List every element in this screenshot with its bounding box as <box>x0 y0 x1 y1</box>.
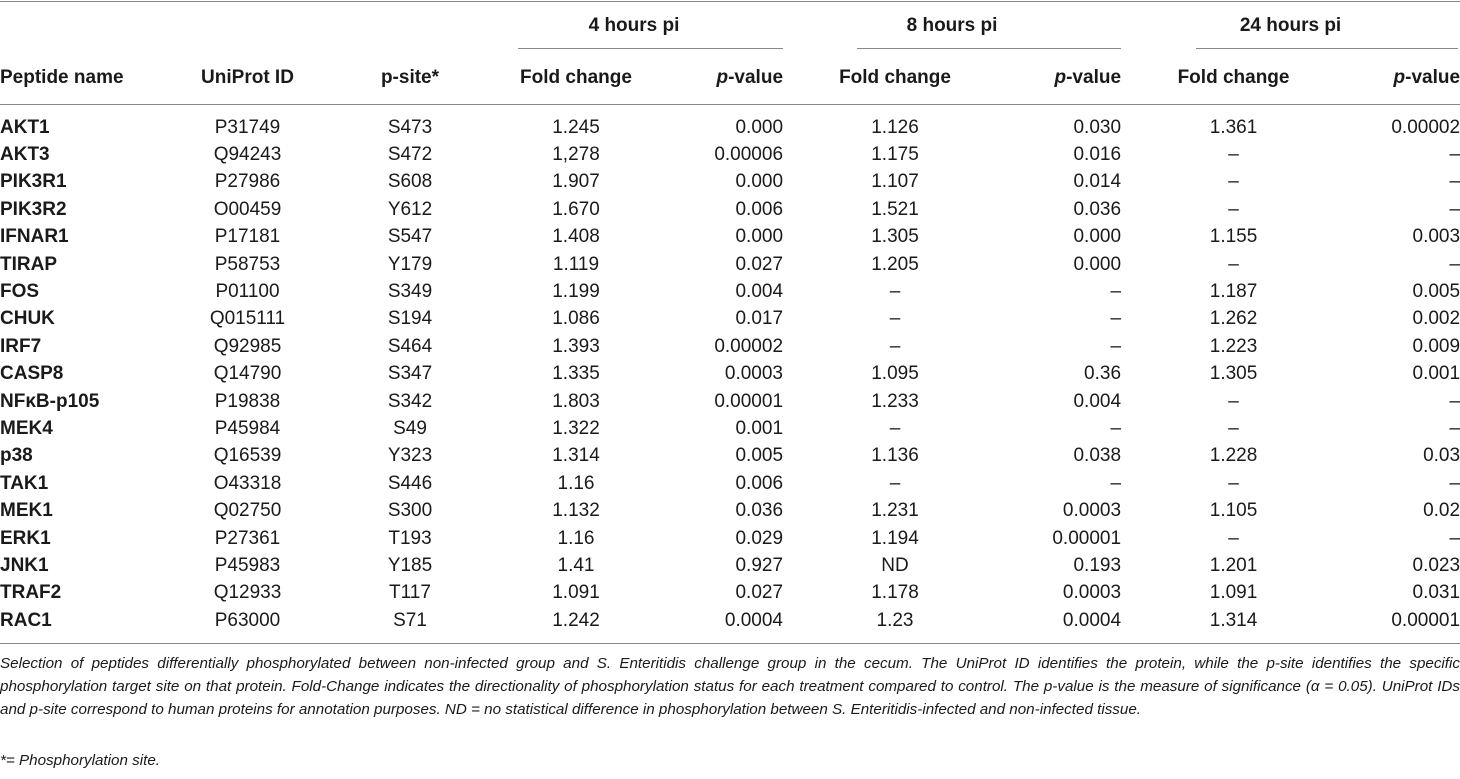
cell-p-value-24h: – <box>1449 171 1460 193</box>
cell-peptide-name: TAK1 <box>0 472 49 494</box>
cell-p-value-4h: 0.017 <box>735 308 784 330</box>
p-value-suffix: -value <box>728 67 784 88</box>
cell-p-site: S349 <box>387 281 433 303</box>
cell-fold-change-8h: – <box>889 335 901 357</box>
cell-fold-change-4h: 1.242 <box>552 609 600 631</box>
cell-p-value-8h: 0.016 <box>1073 144 1122 166</box>
cell-uniprot-id: Q16539 <box>213 445 282 467</box>
cell-p-value-8h: 0.0003 <box>1062 582 1122 604</box>
cell-p-site: Y179 <box>387 253 433 275</box>
cell-fold-change-24h: – <box>1228 253 1239 275</box>
table-row <box>0 361 1460 388</box>
cell-p-site: S608 <box>387 171 433 193</box>
cell-fold-change-8h: – <box>889 417 901 439</box>
cell-p-site: S71 <box>393 609 427 631</box>
cell-peptide-name: RAC1 <box>0 609 52 631</box>
cell-fold-change-24h: – <box>1228 171 1239 193</box>
cell-fold-change-24h: 1.305 <box>1209 363 1258 385</box>
cell-fold-change-24h: 1.201 <box>1209 554 1258 576</box>
table-caption: Selection of peptides differentially phosphorylated between non-infected group and S. Enteritidis challenge group in the cecum. The UniProt ID identifies the protein, while the p-site identifies the specific phosphorylation target site on that protein. Fold-Change indicates the directionality of phosphorylation status for each treatment compared to control. The p-value is the measure of significance (α = 0.05). UniProt IDs and p-site correspond to human proteins for annotation purposes. ND = no statistical difference in phosphorylation between S. Enteritidis-infected and non-infected tissue. <box>0 655 1460 718</box>
cell-p-value-4h: 0.00001 <box>714 390 784 412</box>
cell-peptide-name: TIRAP <box>0 253 57 275</box>
cell-p-site: S347 <box>387 363 433 385</box>
table-row <box>0 104 1460 141</box>
cell-p-value-24h: – <box>1449 472 1460 494</box>
group-header-8h: 8 hours pi <box>906 15 998 36</box>
cell-p-value-24h: – <box>1449 198 1460 220</box>
cell-p-value-24h: 0.005 <box>1412 281 1460 303</box>
col-p-value-8h <box>1007 52 1121 104</box>
cell-p-value-24h: 0.003 <box>1412 226 1460 248</box>
cell-fold-change-8h: 1.231 <box>871 500 919 522</box>
table-row <box>0 278 1460 305</box>
cell-p-value-4h: 0.006 <box>735 472 784 494</box>
p-italic: p <box>1393 67 1406 88</box>
cell-p-value-24h: – <box>1449 253 1460 275</box>
cell-fold-change-4h: 1.132 <box>552 500 600 522</box>
cell-peptide-name: p38 <box>0 445 33 467</box>
cell-uniprot-id: P27986 <box>214 171 281 193</box>
cell-fold-change-4h: 1.322 <box>552 417 600 439</box>
cell-uniprot-id: P17181 <box>214 226 281 248</box>
cell-p-value-8h: 0.030 <box>1073 116 1122 138</box>
p-value-suffix: -value <box>1405 67 1460 88</box>
cell-p-value-4h: 0.000 <box>735 116 784 138</box>
cell-fold-change-24h: – <box>1228 144 1239 166</box>
cell-fold-change-24h: – <box>1228 527 1239 549</box>
cell-p-site: Y612 <box>387 198 433 220</box>
cell-fold-change-8h: 1.136 <box>871 445 919 467</box>
table-row <box>0 525 1460 552</box>
cell-fold-change-24h: 1.155 <box>1209 226 1258 248</box>
cell-fold-change-4h: 1.16 <box>557 527 595 549</box>
cell-peptide-name: CHUK <box>0 308 55 330</box>
p-italic: p <box>1054 67 1067 88</box>
cell-fold-change-8h: – <box>889 281 901 303</box>
cell-p-value-24h: – <box>1449 417 1460 439</box>
group-header-24h: 24 hours pi <box>1239 15 1342 36</box>
col-uniprot-id: UniProt ID <box>201 67 294 88</box>
table-row <box>0 607 1460 634</box>
cell-uniprot-id: Q92985 <box>213 335 282 357</box>
cell-fold-change-4h: 1.091 <box>552 582 600 604</box>
cell-peptide-name: PIK3R2 <box>0 198 67 220</box>
cell-p-value-24h: 0.023 <box>1412 554 1460 576</box>
cell-uniprot-id: P27361 <box>214 527 281 549</box>
cell-fold-change-8h: 1.126 <box>871 116 919 138</box>
cell-p-value-24h: 0.009 <box>1412 335 1460 357</box>
group-header-4h: 4 hours pi <box>588 15 680 36</box>
table-row <box>0 196 1460 223</box>
cell-peptide-name: IFNAR1 <box>0 226 69 248</box>
cell-p-value-8h: 0.004 <box>1073 390 1122 412</box>
cell-uniprot-id: P63000 <box>214 609 281 631</box>
cell-p-value-8h: 0.038 <box>1073 445 1122 467</box>
cell-p-value-24h: 0.001 <box>1412 363 1460 385</box>
p-value-suffix: -value <box>1066 67 1122 88</box>
cell-p-value-8h: 0.000 <box>1073 253 1122 275</box>
cell-p-value-24h: 0.00002 <box>1391 116 1460 138</box>
col-p-value-4h <box>667 52 783 104</box>
cell-p-value-24h: 0.002 <box>1412 308 1460 330</box>
cell-uniprot-id: P45984 <box>214 417 281 439</box>
cell-p-value-4h: 0.004 <box>735 281 784 303</box>
cell-peptide-name: CASP8 <box>0 363 64 385</box>
cell-p-value-8h: 0.000 <box>1073 226 1122 248</box>
cell-fold-change-8h: 1.178 <box>871 582 919 604</box>
cell-p-value-4h: 0.027 <box>735 253 784 275</box>
cell-peptide-name: JNK1 <box>0 554 49 576</box>
table-row <box>0 224 1460 251</box>
header-spacer <box>0 0 485 52</box>
cell-p-site: S342 <box>387 390 433 412</box>
cell-fold-change-8h: – <box>889 308 901 330</box>
cell-uniprot-id: P01100 <box>215 281 280 303</box>
cell-fold-change-24h: 1.228 <box>1209 445 1258 467</box>
cell-fold-change-4h: 1.670 <box>552 198 600 220</box>
cell-uniprot-id: P45983 <box>214 554 281 576</box>
cell-p-value-8h: 0.0003 <box>1062 500 1122 522</box>
cell-fold-change-4h: 1.314 <box>552 445 600 467</box>
cell-p-value-4h: 0.001 <box>735 417 784 439</box>
cell-fold-change-4h: 1.335 <box>552 363 600 385</box>
cell-p-value-24h: 0.02 <box>1423 500 1460 522</box>
cell-p-value-8h: – <box>1110 281 1122 303</box>
cell-p-site: S473 <box>387 116 433 138</box>
cell-peptide-name: MEK1 <box>0 500 53 522</box>
cell-fold-change-24h: – <box>1228 390 1239 412</box>
cell-p-value-4h: 0.0003 <box>724 363 784 385</box>
cell-peptide-name: NFκB-p105 <box>0 390 100 412</box>
cell-fold-change-24h: 1.314 <box>1209 609 1258 631</box>
cell-fold-change-8h: 1.107 <box>871 171 919 193</box>
cell-p-value-8h: 0.00001 <box>1052 527 1122 549</box>
cell-fold-change-8h: 1.175 <box>871 144 919 166</box>
cell-p-value-24h: – <box>1449 144 1460 166</box>
cell-p-value-8h: – <box>1110 308 1122 330</box>
cell-p-site: S547 <box>387 226 433 248</box>
cell-peptide-name: ERK1 <box>0 527 51 549</box>
cell-fold-change-24h: – <box>1228 198 1239 220</box>
cell-fold-change-24h: 1.091 <box>1209 582 1258 604</box>
cell-fold-change-8h: 1.095 <box>871 363 919 385</box>
cell-peptide-name: AKT3 <box>0 144 50 166</box>
table-row <box>0 306 1460 333</box>
cell-peptide-name: TRAF2 <box>0 582 62 604</box>
cell-p-value-4h: 0.005 <box>735 445 784 467</box>
cell-p-value-4h: 0.00006 <box>714 144 784 166</box>
cell-fold-change-4h: 1.245 <box>552 116 600 138</box>
cell-p-site: Y185 <box>387 554 433 576</box>
cell-fold-change-24h: – <box>1228 472 1239 494</box>
cell-uniprot-id: O43318 <box>213 472 282 494</box>
cell-fold-change-24h: 1.361 <box>1209 116 1258 138</box>
col-peptide-name: Peptide name <box>0 67 124 88</box>
cell-fold-change-4h: 1.086 <box>552 308 600 330</box>
cell-peptide-name: AKT1 <box>0 116 50 138</box>
cell-peptide-name: FOS <box>0 281 40 303</box>
cell-p-value-4h: 0.927 <box>735 554 784 576</box>
table-row <box>0 470 1460 497</box>
col-fold-change-8h: Fold change <box>839 67 951 88</box>
cell-fold-change-24h: 1.187 <box>1209 281 1258 303</box>
cell-uniprot-id: P58753 <box>214 253 281 275</box>
cell-p-value-8h: 0.193 <box>1073 554 1122 576</box>
p-italic: p <box>716 67 729 88</box>
cell-fold-change-4h: 1.16 <box>557 472 595 494</box>
cell-fold-change-4h: 1.119 <box>552 253 600 275</box>
cell-p-value-8h: – <box>1110 472 1122 494</box>
cell-fold-change-8h: 1.233 <box>871 390 919 412</box>
cell-p-site: S49 <box>393 417 427 439</box>
table-row <box>0 141 1460 168</box>
table-body <box>0 104 1460 634</box>
cell-fold-change-4h: 1.907 <box>552 171 600 193</box>
cell-p-value-8h: – <box>1110 335 1122 357</box>
cell-p-value-4h: 0.027 <box>735 582 784 604</box>
cell-p-value-24h: 0.03 <box>1423 445 1460 467</box>
table-row <box>0 552 1460 579</box>
cell-p-site: S464 <box>387 335 433 357</box>
cell-p-value-24h: – <box>1449 527 1460 549</box>
cell-peptide-name: PIK3R1 <box>0 171 67 193</box>
cell-uniprot-id: Q14790 <box>213 363 282 385</box>
cell-p-value-4h: 0.029 <box>735 527 784 549</box>
cell-uniprot-id: Q94243 <box>213 144 282 166</box>
cell-fold-change-8h: 1.205 <box>871 253 919 275</box>
cell-p-value-4h: 0.00002 <box>714 335 784 357</box>
cell-uniprot-id: Q12933 <box>213 582 282 604</box>
cell-fold-change-8h: 1.194 <box>871 527 919 549</box>
cell-p-value-24h: 0.031 <box>1412 582 1460 604</box>
cell-p-site: S300 <box>387 500 433 522</box>
cell-p-value-4h: 0.036 <box>735 500 784 522</box>
col-fold-change-4h: Fold change <box>520 67 632 88</box>
cell-p-site: S446 <box>387 472 433 494</box>
cell-fold-change-24h: 1.262 <box>1209 308 1258 330</box>
cell-fold-change-8h: 1.23 <box>876 609 914 631</box>
table-row <box>0 169 1460 196</box>
cell-p-value-24h: – <box>1449 390 1460 412</box>
cell-fold-change-24h: – <box>1228 417 1239 439</box>
table-footnote: *= Phosphorylation site. <box>0 752 160 769</box>
cell-p-site: S472 <box>387 144 433 166</box>
table-row <box>0 333 1460 360</box>
table-row <box>0 443 1460 470</box>
cell-peptide-name: MEK4 <box>0 417 53 439</box>
cell-uniprot-id: Q02750 <box>213 500 282 522</box>
table-row <box>0 251 1460 278</box>
cell-p-value-4h: 0.000 <box>735 226 784 248</box>
cell-p-site: S194 <box>387 308 433 330</box>
cell-p-value-24h: 0.00001 <box>1391 609 1460 631</box>
table-row <box>0 415 1460 442</box>
cell-p-value-8h: 0.036 <box>1073 198 1122 220</box>
col-p-site: p-site* <box>380 67 440 88</box>
cell-p-value-8h: 0.014 <box>1073 171 1122 193</box>
table-row <box>0 388 1460 415</box>
cell-uniprot-id: P19838 <box>214 390 281 412</box>
cell-fold-change-8h: – <box>889 472 901 494</box>
cell-p-site: Y323 <box>387 445 433 467</box>
cell-p-site: T193 <box>388 527 432 549</box>
cell-peptide-name: IRF7 <box>0 335 42 357</box>
cell-fold-change-4h: 1,278 <box>552 144 600 166</box>
cell-p-value-8h: 0.0004 <box>1062 609 1122 631</box>
cell-p-value-4h: 0.0004 <box>724 609 784 631</box>
cell-p-value-4h: 0.000 <box>735 171 784 193</box>
cell-p-value-8h: – <box>1110 417 1122 439</box>
cell-fold-change-4h: 1.199 <box>552 281 600 303</box>
cell-fold-change-4h: 1.408 <box>552 226 600 248</box>
cell-uniprot-id: P31749 <box>214 116 281 138</box>
cell-uniprot-id: Q015111 <box>209 308 286 330</box>
cell-uniprot-id: O00459 <box>213 198 282 220</box>
cell-p-site: T117 <box>389 582 431 604</box>
col-p-value-24h <box>1346 52 1460 104</box>
cell-fold-change-8h: 1.305 <box>871 226 919 248</box>
cell-fold-change-24h: 1.223 <box>1209 335 1258 357</box>
bottom-rule <box>0 643 1460 644</box>
cell-p-value-4h: 0.006 <box>735 198 784 220</box>
cell-fold-change-4h: 1.393 <box>552 335 600 357</box>
cell-p-value-8h: 0.36 <box>1084 363 1122 385</box>
cell-fold-change-8h: ND <box>881 554 909 576</box>
cell-fold-change-24h: 1.105 <box>1209 500 1258 522</box>
cell-fold-change-4h: 1.803 <box>552 390 600 412</box>
col-fold-change-24h: Fold change <box>1177 67 1290 88</box>
cell-fold-change-4h: 1.41 <box>557 554 595 576</box>
table-row <box>0 580 1460 607</box>
cell-fold-change-8h: 1.521 <box>871 198 919 220</box>
table-row <box>0 497 1460 524</box>
